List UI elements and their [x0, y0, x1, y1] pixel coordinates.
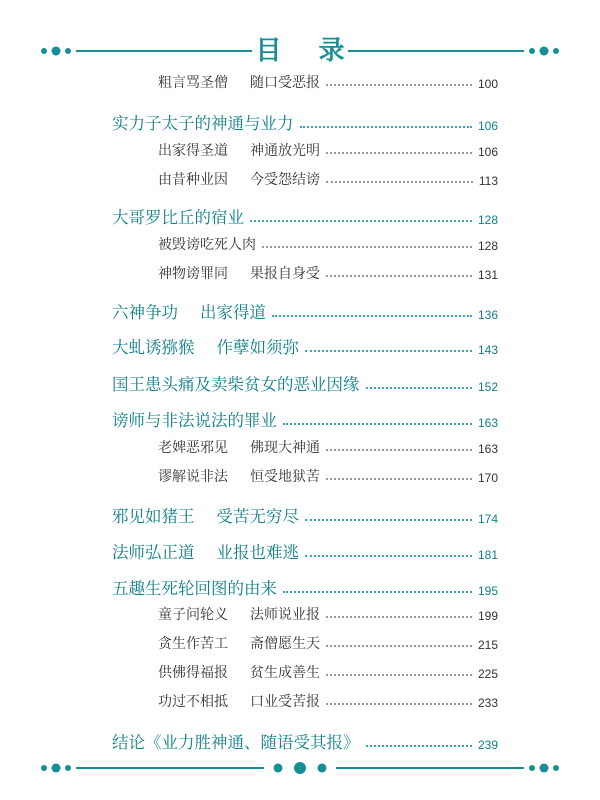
- page-number: 143: [477, 343, 498, 357]
- dot-leader: [272, 315, 472, 317]
- page-number: 181: [477, 548, 498, 562]
- bottom-ornament: [0, 753, 600, 783]
- toc-entry-chapter[interactable]: 六神争功 出家得道 136: [112, 303, 498, 322]
- toc-entry-section[interactable]: 神物谤罪同 果报自身受 131: [158, 266, 498, 282]
- page-number: 239: [477, 738, 498, 752]
- dot-leader: [326, 674, 472, 676]
- page-number: 106: [477, 145, 498, 159]
- dot-leader: [262, 246, 472, 248]
- page-number: 199: [477, 609, 498, 623]
- page-number: 106: [477, 119, 498, 133]
- toc-entry-chapter[interactable]: 大虬诱猕猴 作孽如须弥 143: [112, 338, 498, 357]
- dot-leader: [366, 745, 472, 747]
- page-number: 170: [477, 471, 498, 485]
- dot-leader: [283, 591, 472, 593]
- page-number: 152: [477, 380, 498, 394]
- page-number: 225: [477, 667, 498, 681]
- toc-entry-section[interactable]: 出家得圣道 神通放光明 106: [158, 143, 498, 159]
- page-number: 174: [477, 512, 498, 526]
- toc-entry-section[interactable]: 由昔种业因 今受怨结谤 113: [158, 172, 498, 188]
- dot-leader: [305, 519, 472, 521]
- page-number: 163: [477, 442, 498, 456]
- page-number: 100: [477, 77, 498, 91]
- toc-entry-chapter[interactable]: 法师弘正道 业报也难逃 181: [112, 543, 498, 562]
- dot-leader: [305, 350, 472, 352]
- toc-entry-chapter[interactable]: 谤师与非法说法的罪业 163: [112, 411, 498, 430]
- toc-title: 目 录: [255, 36, 359, 66]
- toc-entry-section[interactable]: 老婢恶邪见 佛现大神通 163: [158, 440, 498, 456]
- toc-entry-section[interactable]: 粗言骂圣僧 随口受恶报 100: [158, 75, 498, 91]
- page-number: 163: [477, 416, 498, 430]
- dot-leader: [326, 645, 472, 647]
- dot-leader: [366, 387, 472, 389]
- toc-entry-chapter[interactable]: 国王患头痛及卖柴贫女的恶业因缘 152: [112, 375, 498, 394]
- dot-leader: [326, 449, 472, 451]
- dot-leader: [283, 423, 472, 425]
- page-number: 233: [477, 696, 498, 710]
- page-number: 215: [477, 638, 498, 652]
- toc-entry-section[interactable]: 被毁谤吃死人肉 128: [158, 237, 498, 253]
- dot-leader: [326, 616, 472, 618]
- toc-entry-chapter[interactable]: 实力子太子的神通与业力 106: [112, 114, 498, 133]
- dot-leader: [326, 84, 472, 86]
- toc-entry-chapter[interactable]: 五趣生死轮回图的由来 195: [112, 579, 498, 598]
- dot-leader: [326, 478, 472, 480]
- toc-entry-section[interactable]: 功过不相抵 口业受苦报 233: [158, 694, 498, 710]
- page-number: 128: [477, 213, 498, 227]
- dot-leader: [305, 555, 472, 557]
- toc-entry-section[interactable]: 谬解说非法 恒受地狱苦 170: [158, 469, 498, 485]
- toc-entry-chapter[interactable]: 结论《业力胜神通、随语受其报》 239: [112, 733, 498, 752]
- toc-entry-section[interactable]: 供佛得福报 贫生成善生 225: [158, 665, 498, 681]
- dot-leader: [326, 703, 472, 705]
- page-number: 113: [478, 174, 498, 188]
- toc-entry-section[interactable]: 贪生作苦工 斋僧愿生天 215: [158, 636, 498, 652]
- toc-entry-chapter[interactable]: 大哥罗比丘的宿业 128: [112, 208, 498, 227]
- dot-leader: [326, 275, 472, 277]
- toc-entry-chapter[interactable]: 邪见如猪王 受苦无穷尽 174: [112, 507, 498, 526]
- dot-leader: [300, 126, 472, 128]
- toc-entry-section[interactable]: 童子问轮义 法师说业报 199: [158, 607, 498, 623]
- page-number: 136: [477, 308, 498, 322]
- page-number: 131: [477, 268, 498, 282]
- dot-leader: [326, 181, 473, 183]
- dot-leader: [326, 152, 472, 154]
- page-number: 128: [477, 239, 498, 253]
- dot-leader: [250, 220, 472, 222]
- page-number: 195: [477, 584, 498, 598]
